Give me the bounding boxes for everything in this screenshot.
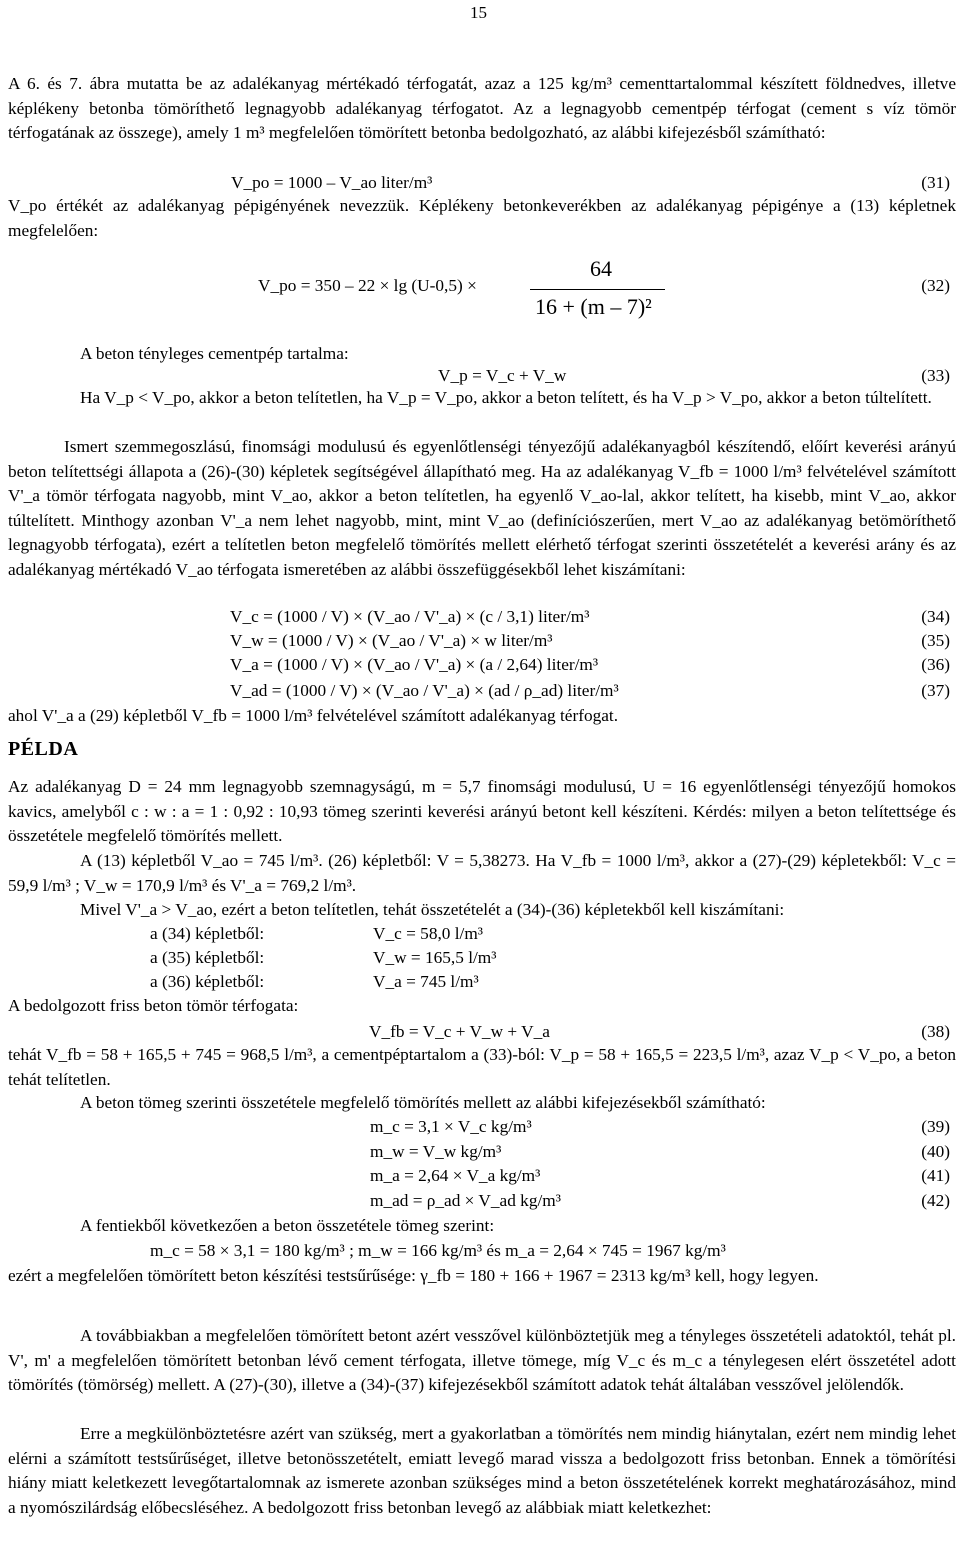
paragraph-saturation-state: Ismert szemmegoszlású, finomsági modulusú és egyenlőtlenségi tényezőjű adalékanyagból készítendő, előírt keverési arányú beton telítettségi állapota a (26)-(30) képletek segítségével állapítható meg. Ha az adalékanyag V_fb = 1000 l/m³ felvételével számított V'_a tömör térfogata nagyobb, mint V_ao, akkor a beton telítetlen, ha egyenlő V_ao-lal, akkor telített, ha kisebb, mint V_ao, akkor túltelített. Minthogy azonban V'_a nem lehet nagyobb, mint, mint V_ao (definíciószerűen, mert V_ao az adalékanyag betömöríthető legnagyobb térfogata), ezért a telítetlen beton megfelelő tömörítés mellett elérhető térfogat szerinti összetételét a keverési arány és az adalékanyag mértékadó V_ao térfogata ismeretében az alábbi összefüggésekből lehet kiszámítani:: [8, 437, 956, 579]
fresh-concrete-label: A bedolgozott friss beton tömör térfogata:: [8, 996, 299, 1015]
paragraph-unsaturated: Mivel V'_a > V_ao, ezért a beton telítetlen, tehát összetételét a (34)-(36) képletekből kell kiszámítani:: [80, 900, 785, 919]
equation-35-number: (35): [921, 631, 950, 650]
paragraph-example: Az adalékanyag D = 24 mm legnagyobb szemnagyságú, m = 5,7 finomsági modulusú, U = 16 egyenlőtlenségi tényezőjű homokos kavics, amelyből c : w : a = 1 : 0,92 : 10,93 tömeg szerinti keverési arányú betont kell készíteni. Kérdés: milyen a beton telítettsége és összetétele megfelelő tömörítés mellett.: [8, 777, 956, 846]
calc-value-34: V_c = 58,0 l/m³: [373, 924, 483, 943]
equation-40-number: (40): [921, 1142, 950, 1161]
calc-value-36: V_a = 745 l/m³: [373, 972, 479, 991]
equation-37: V_ad = (1000 / V) × (V_ao / V'_a) × (ad / ρ_ad) liter/m³: [230, 681, 619, 700]
equation-31-number: (31): [921, 173, 950, 192]
equation-41: m_a = 2,64 × V_a kg/m³: [370, 1166, 541, 1185]
fraction-bar: [530, 289, 665, 290]
calc-label-35: a (35) képletből:: [150, 948, 265, 967]
equation-33-number: (33): [921, 366, 950, 385]
equation-36: V_a = (1000 / V) × (V_ao / V'_a) × (a / 2,64) liter/m³: [230, 655, 599, 674]
equation-31: V_po = 1000 – V_ao liter/m³: [231, 173, 433, 192]
equation-33: V_p = V_c + V_w: [438, 366, 567, 385]
paragraph-pep-demand: V_po értékét az adalékanyag pépigényének nevezzük. Képlékeny betonkeverékben az adalékanyag pépigénye a (13) képletnek megfelelően:: [8, 196, 956, 240]
equation-41-number: (41): [921, 1166, 950, 1185]
paragraph-volume-result: tehát V_fb = 58 + 165,5 + 745 = 968,5 l/m³, a cementpéptartalom a (33)-ból: V_p = 58 + 165,5 = 223,5 l/m³, azaz V_p < V_po, a beton tehát telítetlen.: [8, 1045, 956, 1089]
page-number: 15: [470, 3, 487, 22]
equation-34: V_c = (1000 / V) × (V_ao / V'_a) × (c / 3,1) liter/m³: [230, 607, 590, 626]
paragraph-density: ezért a megfelelően tömörített beton készítési testsűrűsége: γ_fb = 180 + 166 + 1967 = 2313 kg/m³ kell, hogy legyen.: [8, 1266, 819, 1285]
calc-label-36: a (36) képletből:: [150, 972, 265, 991]
cement-paste-label: A beton tényleges cementpép tartalma:: [80, 344, 349, 363]
paragraph-where: ahol V'_a a (29) képletből V_fb = 1000 l/m³ felvételével számított adalékanyag térfogat.: [8, 706, 619, 725]
equation-37-number: (37): [921, 681, 950, 700]
paragraph-intro: A 6. és 7. ábra mutatta be az adalékanyag mértékadó térfogatát, azaz a 125 kg/m³ cementtartalommal készített földnedves, illetve képlékeny betonba tömöríthető legnagyobb adalékanyag térfogatot. Az a legnagyobb cementpép térfogat (cement s víz tömör térfogatának az összege), amely 1 m³ megfelelően tömörített betonba bedolgozható, az alábbi kifejezésből számítható:: [8, 74, 956, 143]
paragraph-notation: A továbbiakban a megfelelően tömörített betont azért vesszővel különböztetjük meg a tényleges összetételi adatoktól, tehát pl. V', m' a megfelelően tömörített betonban lévő cement térfogata, illetve tömege, míg V_c és m_c a ténylegesen elért összetétel adott tömörítés (tömörség) mellett. A (27)-(30), illetve a (34)-(37) kifejezésekből számított adatok tehát általában vesszővel jelölendők.: [8, 1326, 956, 1395]
equation-32-left: V_po = 350 – 22 × lg (U-0,5) ×: [258, 276, 477, 295]
mass-result-line: m_c = 58 × 3,1 = 180 kg/m³ ; m_w = 166 kg/m³ és m_a = 2,64 × 745 = 1967 kg/m³: [150, 1241, 726, 1260]
equation-39: m_c = 3,1 × V_c kg/m³: [370, 1117, 532, 1136]
mass-result-label: A fentiekből következően a beton összetétele tömeg szerint:: [80, 1216, 495, 1235]
equation-38-number: (38): [921, 1022, 950, 1041]
calc-value-35: V_w = 165,5 l/m³: [373, 948, 497, 967]
equation-35: V_w = (1000 / V) × (V_ao / V'_a) × w liter/m³: [230, 631, 553, 650]
equation-42: m_ad = ρ_ad × V_ad kg/m³: [370, 1191, 561, 1210]
fraction-numerator: 64: [590, 256, 612, 281]
paragraph-example-calc: A (13) képletből V_ao = 745 l/m³. (26) képletből: V = 5,38273. Ha V_fb = 1000 l/m³, akkor a (27)-(29) képletekből: V_c = 59,9 l/m³ ; V_w = 170,9 l/m³ és V'_a = 769,2 l/m³.: [8, 851, 956, 895]
fraction-denominator: 16 + (m – 7)²: [535, 294, 652, 319]
equation-38: V_fb = V_c + V_w + V_a: [369, 1022, 550, 1041]
equation-36-number: (36): [921, 655, 950, 674]
mass-composition-label: A beton tömeg szerinti összetétele megfelelő tömörítés mellett az alábbi kifejezésekből számítható:: [80, 1093, 766, 1112]
equation-39-number: (39): [921, 1117, 950, 1136]
paragraph-saturation: Ha V_p < V_po, akkor a beton telítetlen, ha V_p = V_po, akkor a beton telített, és ha V_p > V_po, akkor a beton túltelített.: [80, 388, 932, 407]
paragraph-air-content: Erre a megkülönböztetésre azért van szükség, mert a gyakorlatban a tömörítés nem mindig hiánytalan, ezért nem mindig lehet elérni a számított testsűrűséget, illetve betonösszetételt, emiatt levegő marad vissza a bedolgozott friss betonban. Ennek a tömörítési hiány miatt keletkezett levegőtartalomnak az ismerete azonban szükséges mind a beton összetételének korrekt meghatározásához, mind a nyomószilárdság előbecsléséhez. A bedolgozott friss betonban levegő az alábbiak miatt keletkezhet:: [8, 1424, 956, 1517]
example-heading: PÉLDA: [8, 738, 79, 760]
equation-40: m_w = V_w kg/m³: [370, 1142, 502, 1161]
equation-34-number: (34): [921, 607, 950, 626]
equation-42-number: (42): [921, 1191, 950, 1210]
calc-label-34: a (34) képletből:: [150, 924, 265, 943]
equation-32-number: (32): [921, 276, 950, 295]
